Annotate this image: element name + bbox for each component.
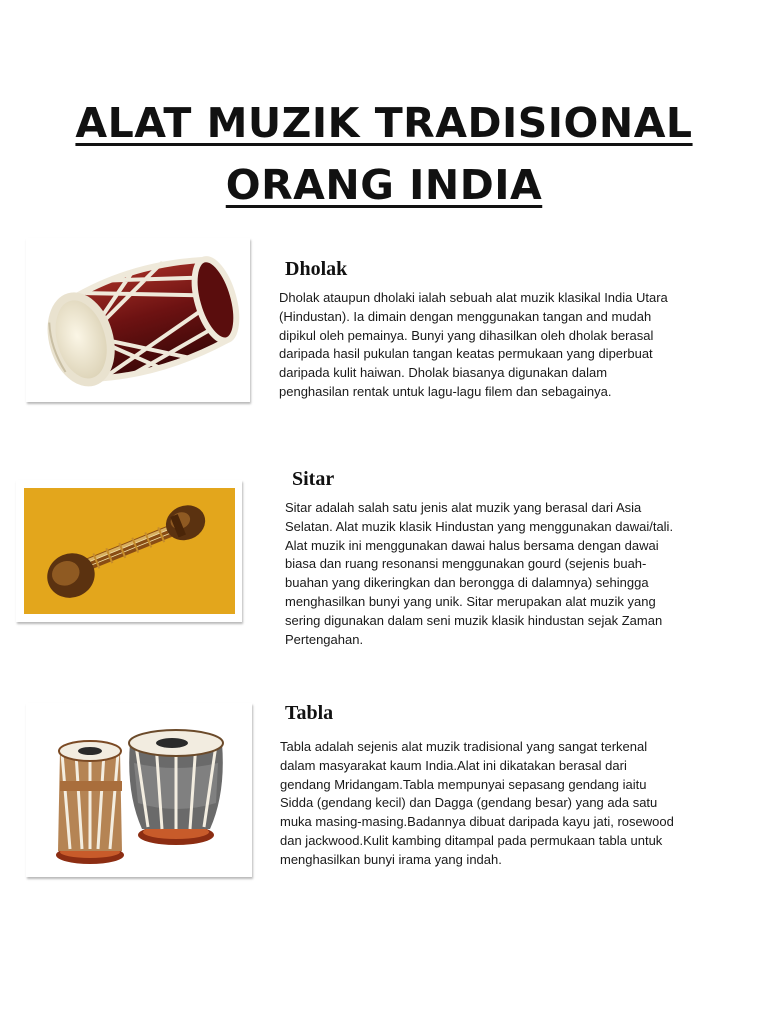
sitar-image [16, 480, 242, 622]
sitar-icon [16, 480, 242, 622]
page-title [0, 92, 768, 216]
tabla-drums-icon [26, 703, 252, 877]
dholak-image [26, 238, 250, 402]
page-title-line-1: ALAT MUZIK TRADISIONAL [75, 99, 693, 147]
sitar-heading: Sitar [292, 468, 335, 490]
tabla-heading: Tabla [285, 702, 334, 724]
tabla-image [26, 703, 252, 877]
dholak-heading: Dholak [285, 258, 348, 280]
tabla-description: Tabla adalah sejenis alat muzik tradisional yang sangat terkenal dalam masyarakat kaum India.Alat ini dikatakan berasal dari gendang Mridangam.Tabla mempunyai sepasang gendang iaitu Sidda (gendang kecil) dan Dagga (gendang besar) yang ada satu muka masing-masing.Badannya dibuat daripada kayu jati, rosewood dan jackwood.Kulit kambing ditampal pada permukaan tabla untuk menghasilkan bunyi irama yang indah. [280, 739, 674, 867]
sitar-description: Sitar adalah salah satu jenis alat muzik yang berasal dari Asia Selatan. Alat muzik klasik Hindustan yang menggunakan dawai/tali. Alat muzik ini menggunakan dawai halus bersama dengan dawai biasa dan ruang resonansi menggunakan gourd (sejenis buah- buahan yang dikeringkan dan berongga di dalamnya) sehingga menghasilkan bunyi yang unik. Sitar merupakan alat muzik yang sering digunakan dalam seni muzik klasik hindustan sejak Zaman Pertengahan. [285, 500, 674, 647]
dholak-description: Dholak ataupun dholaki ialah sebuah alat muzik klasikal India Utara (Hindustan). Ia dimain dengan menggunakan tangan and mudah dipikul oleh pemainya. Bunyi yang dihasilkan oleh dholak berasal daripada hasil pukulan tangan keatas permukaan yang diperbuat daripada kulit haiwan. Dholak biasanya digunakan dalam penghasilan rentak untuk lagu-lagu filem dan sebagainya. [279, 290, 668, 399]
dholak-drum-icon [26, 238, 250, 402]
page-title-line-2: ORANG INDIA [225, 161, 543, 209]
